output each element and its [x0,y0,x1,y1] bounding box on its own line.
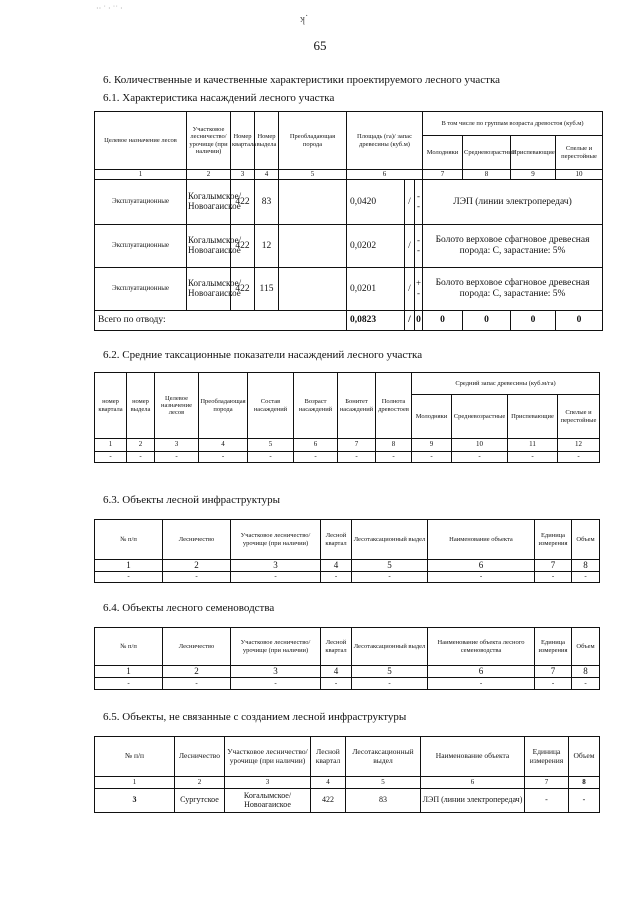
col-forestry: Участковое лесничество/урочище (при наличии) [187,112,231,170]
col-volume: Объем [569,737,600,777]
col-quarter: Лесной квартал [321,628,352,666]
table-row [95,572,600,583]
num-cell: 7 [535,666,572,678]
num-cell: 1 [95,170,187,180]
col-plot: Лесотаксационный выдел [352,628,428,666]
dash-cell: - [412,452,452,463]
quarter-cell: 422 [231,180,255,225]
plot-cell: 83 [255,180,279,225]
forestry-cell: Когалымское/ Новоагаиское [187,225,231,268]
volume-cell: - [569,789,600,813]
dash-cell: - [199,452,248,463]
dash-cell: - [231,678,321,690]
plot-cell: 83 [346,789,421,813]
col-unit: Единица измерения [525,737,569,777]
col-volume: Объем [572,628,600,666]
num-cell: 10 [556,170,603,180]
dash-cell: - [321,678,352,690]
col-species: Преобладающая порода [279,112,347,170]
num-cell: 3 [231,560,321,572]
dash-cell: - [127,452,155,463]
num-cell: 4 [255,170,279,180]
num-cell: 6 [421,777,525,789]
num-cell: 4 [321,666,352,678]
col-quarter: Лесной квартал [311,737,346,777]
species-cell [279,180,347,225]
section-6-heading: 6. Количественные и качественные характеристики проектируемого лесного участка [103,74,501,86]
quarter-cell: 422 [231,225,255,268]
col-unit: Единица измерения [535,520,572,560]
col-unit: Единица измерения [535,628,572,666]
species-cell [279,268,347,311]
dash-cell: - [321,572,352,583]
col-object: Наименование объекта лесного семеноводства [428,628,535,666]
col-area: Площадь (га)/ запас древесины (куб.м) [347,112,423,170]
total-slash: / [405,311,415,331]
num-cell: 6 [428,666,535,678]
section-6-3-heading: 6.3. Объекты лесной инфраструктуры [103,494,280,506]
num-cell: 8 [376,439,412,452]
col-avg-stock: Средний запас древесины (куб.м/га) [412,373,600,395]
section-6-5-heading: 6.5. Объекты, не связанные с созданием лесной инфраструктуры [103,711,407,723]
num-cell: 3 [231,666,321,678]
dash-cell: - [95,678,163,690]
slash-cell: / [405,225,415,268]
col-district: Участковое лесничество/урочище (при наличии) [231,628,321,666]
total-label: Всего по отводу: [95,311,347,331]
area-cell: 0,0420 [347,180,405,225]
non-infrastructure-objects-table [94,736,600,813]
num-cell: 8 [572,666,600,678]
forest-infrastructure-table [94,519,600,583]
dash-cell: - [352,678,428,690]
dash-cell: - [558,452,600,463]
note-cell: ЛЭП (линии электропередач) [423,180,603,225]
col-ripening: Приспевающие [511,136,556,170]
col-purpose: Целевое назначение лесов [155,373,199,439]
area-cell: 0,0201 [347,268,405,311]
num-cell: 7 [423,170,463,180]
num-cell: 2 [175,777,225,789]
num-cell: 8 [463,170,511,180]
num-cell: 3 [225,777,311,789]
col-age: Возраст насаждений [294,373,338,439]
table-row [95,180,603,225]
forestry-cell: Когалымское/ Новоагаиское [187,268,231,311]
unit-cell: - [525,789,569,813]
dash-cell: - [248,452,294,463]
section-6-2-heading: 6.2. Средние таксационные показатели насаждений лесного участка [103,349,423,361]
object-cell: ЛЭП (линии электропередач) [421,789,525,813]
col-species: Преобладающая порода [199,373,248,439]
col-quarter: Лесной квартал [321,520,352,560]
col-volume: Объем [572,520,600,560]
num-cell: 4 [321,560,352,572]
dash-cell: - [163,572,231,583]
col-age-groups: В том числе по группам возраста древостоя (куб.м) [423,112,603,136]
num-cell: 2 [127,439,155,452]
num-cell: 6 [428,560,535,572]
slash-cell: / [405,180,415,225]
col-ripening: Приспевающие [508,395,558,439]
total-mature: 0 [556,311,603,331]
taxation-table [94,372,600,463]
dash-cell: - [163,678,231,690]
volume-cell: - - [415,180,423,225]
num-cell: 9 [412,439,452,452]
col-district: Участковое лесничество/урочище (при наличии) [225,737,311,777]
col-district: Участковое лесничество/урочище (при наличии) [231,520,321,560]
num-cell: 6 [294,439,338,452]
num-cell: 5 [248,439,294,452]
num-cell: 11 [508,439,558,452]
num-cell: 5 [279,170,347,180]
note-cell: Болото верховое сфагновое древесная порода: С, зарастание: 5% [423,225,603,268]
num-cell: 2 [187,170,231,180]
num-cell: 9 [511,170,556,180]
area-cell: 0,0202 [347,225,405,268]
dash-cell: - [352,572,428,583]
col-quarter: Номер квартала [231,112,255,170]
table-row [95,789,600,813]
col-density: Полнота древостоев [376,373,412,439]
dash-cell: - [95,452,127,463]
col-plot: Лесотаксационный выдел [346,737,421,777]
num-cell: 8 [569,777,600,789]
table-row [95,268,603,311]
num-cell: 4 [311,777,346,789]
num-cell: 7 [338,439,376,452]
dash-cell: - [572,678,600,690]
num-cell: 1 [95,560,163,572]
num-cell: 7 [525,777,569,789]
col-bonitet: Бонитет насаждений [338,373,376,439]
dash-cell: - [535,678,572,690]
number-cell: 3 [95,789,175,813]
district-cell: Когалымское/ Новоагаиское [225,789,311,813]
dash-cell: - [231,572,321,583]
col-mid: Средневозрастные [452,395,508,439]
total-volume: 0 [415,311,423,331]
col-object: Наименование объекта [428,520,535,560]
col-mature: Спелые и перестойные [558,395,600,439]
total-area: 0,0823 [347,311,405,331]
dash-cell: - [294,452,338,463]
col-number: № п/п [95,628,163,666]
slash-cell: / [405,268,415,311]
scan-mark: ʞ˙ [300,14,309,25]
dash-cell: - [452,452,508,463]
forestry-cell: Когалымское/ Новоагаиское [187,180,231,225]
col-plot: Лесотаксационный выдел [352,520,428,560]
total-mid: 0 [463,311,511,331]
num-cell: 2 [163,560,231,572]
dash-cell: - [95,572,163,583]
table-row [95,452,600,463]
total-ripening: 0 [511,311,556,331]
num-cell: 5 [352,666,428,678]
dash-cell: - [535,572,572,583]
col-mature: Спелые и перестойные [556,136,603,170]
num-cell: 7 [535,560,572,572]
col-young: Молодняки [412,395,452,439]
num-cell: 1 [95,777,175,789]
col-forestry: Лесничество [163,628,231,666]
forestry-cell: Сургутское [175,789,225,813]
dash-cell: - [428,678,535,690]
quarter-cell: 422 [231,268,255,311]
purpose-cell: Эксплуатационные [95,180,187,225]
col-quarter: номер квартала [95,373,127,439]
col-number: № п/п [95,737,175,777]
section-6-4-heading: 6.4. Объекты лесного семеноводства [103,602,275,614]
dash-cell: - [376,452,412,463]
scan-noise: ·· ˙ · ˙˙ · [96,4,123,13]
col-young: Молодняки [423,136,463,170]
num-cell: 12 [558,439,600,452]
num-cell: 8 [572,560,600,572]
col-plot: номер выдела [127,373,155,439]
num-cell: 1 [95,666,163,678]
num-cell: 4 [199,439,248,452]
num-cell: 1 [95,439,127,452]
col-composition: Состав насаждений [248,373,294,439]
dash-cell: - [338,452,376,463]
stand-characteristics-table [94,111,603,331]
total-row [95,311,603,331]
num-cell: 2 [163,666,231,678]
col-mid: Средневозрастные [463,136,511,170]
table-row [95,678,600,690]
num-cell: 6 [347,170,423,180]
num-cell: 5 [352,560,428,572]
dash-cell: - [428,572,535,583]
num-cell: 10 [452,439,508,452]
dash-cell: - [572,572,600,583]
num-cell: 5 [346,777,421,789]
col-plot: Номер выдела [255,112,279,170]
species-cell [279,225,347,268]
col-forestry: Лесничество [175,737,225,777]
dash-cell: - [155,452,199,463]
num-cell: 3 [155,439,199,452]
table-row [95,225,603,268]
total-young: 0 [423,311,463,331]
volume-cell: - - [415,225,423,268]
col-forestry: Лесничество [163,520,231,560]
purpose-cell: Эксплуатационные [95,268,187,311]
num-cell: 3 [231,170,255,180]
page-number: 65 [313,38,327,53]
quarter-cell: 422 [311,789,346,813]
col-object: Наименование объекта [421,737,525,777]
section-6-1-heading: 6.1. Характеристика насаждений лесного участка [103,92,335,104]
plot-cell: 115 [255,268,279,311]
dash-cell: - [508,452,558,463]
col-number: № п/п [95,520,163,560]
seed-production-table [94,627,600,690]
note-cell: Болото верховое сфагновое древесная порода: С, зарастание: 5% [423,268,603,311]
volume-cell: + - [415,268,423,311]
purpose-cell: Эксплуатационные [95,225,187,268]
plot-cell: 12 [255,225,279,268]
col-purpose: Целевое назначение лесов [95,112,187,170]
